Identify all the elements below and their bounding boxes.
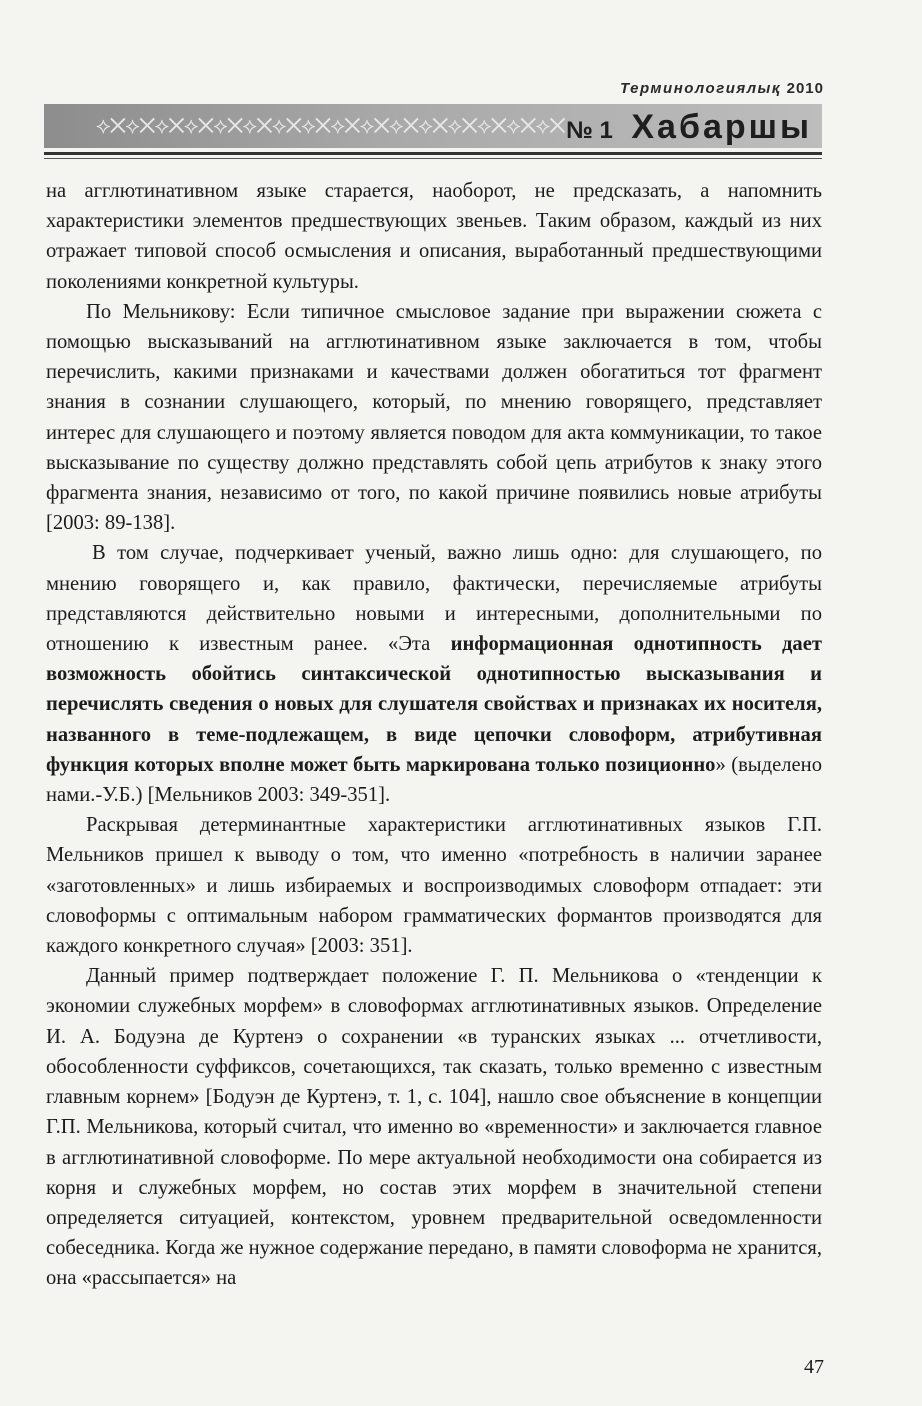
article-body [46, 176, 822, 1294]
paragraph-5 [46, 961, 822, 1293]
journal-header-title: Хабаршы [631, 108, 812, 146]
emphasized-quote: информационная однотипность дает возможность обойтись синтаксической однотипностью высказывания и перечислять сведения о новых для слушателя свойствах и признаках их носителя, названного в теме-подлежащем, в виде цепочки словоформ, атрибутивная функция которых вполне может быть маркирована только позиционно [46, 633, 822, 776]
paragraph-4 [46, 810, 822, 961]
journal-year: 2010 [786, 80, 824, 97]
header-band [44, 104, 822, 148]
issue-number: № 1 [566, 117, 613, 144]
paragraph-1 [46, 176, 822, 297]
paragraph-2 [46, 297, 822, 539]
paragraph-3 [46, 538, 822, 810]
header-rule-thin [44, 158, 822, 159]
paragraph-text: По Мельникову: Если типичное смысловое задание при выражении сюжета с помощью высказываний на агглютинативном языке заключается в том, чтобы перечислить, какими признаками и качествами должен обогатиться тот фрагмент знания в сознании слушающего, который, по мнению говорящего, представляет интерес для слушающего и поэтому является поводом для акта коммуникации, то такое высказывание по существу должно представлять собой цепь атрибутов к знаку этого фрагмента знания, независимо от того, по какой причине появились новые атрибуты [2003: 89-138]. [46, 300, 822, 535]
paragraph-text: » (выделено нами.-У.Б.) [Мельников 2003: 349-351]. [46, 753, 822, 807]
paragraph-text: Раскрывая детерминантные характеристики агглютинативных языков Г.П. Мельников пришел к выводу о том, что именно «потребность в наличии заранее «заготовленных» и лишь избираемых и воспроизводимых словоформ отпадает: эти словоформы с оптимальным набором грамматических формантов производятся для каждого конкретного случая» [2003: 351]. [46, 814, 822, 958]
journal-name: Терминологиялық [620, 80, 781, 97]
paragraph-text: на агглютинативном языке старается, наоборот, не предсказать, а напомнить характеристики элементов предшествующих звеньев. Таким образом, каждый из них отражает типовой способ осмысления и описания, выработанный предшествующими поколениями конкретной культуры. [46, 180, 822, 293]
issue-label [566, 104, 812, 148]
paragraph-text: В том случае, подчеркивает ученый, важно лишь одно: для слушающего, по мнению говорящего и, как правило, фактически, перечисляемые атрибуты представляются действительно новыми и интересными, дополнительными по отношению к известным ранее. «Эта [46, 542, 822, 656]
paragraph-text: Данный пример подтверждает положение Г. П. Мельникова о «тенденции к экономии служебных морфем» в словоформах агглютинативных языков. Определение И. А. Бодуэна де Куртенэ о сохранении «в туранских языках ... отчетливости, обособленности суффиксов, сочетающихся, так сказать, только временно с известным главным корнем» [Бодуэн де Куртенэ, т. 1, с. 104], нашло свое объяснение в концепции Г.П. Мельникова, который считал, что именно во «временности» и заключается главное в агглютинативной словоформе. По мере актуальной необходимости она собирается из корня и служебных морфем, но состав этих морфем в значительной степени определяется ситуацией, контекстом, уровнем предварительной осведомленности собеседника. Когда же нужное содержание передано, в памяти словоформа не хранится, она «рассыпается» на [46, 965, 823, 1290]
page-number: 47 [804, 1356, 824, 1378]
ornament-pattern: ⟡✕⟡✕⟡✕⟡✕⟡✕⟡✕⟡✕⟡✕⟡✕⟡✕⟡✕⟡✕⟡✕⟡✕⟡✕⟡✕ [96, 113, 565, 138]
journal-title-line [620, 80, 824, 97]
header-rule [44, 152, 822, 155]
